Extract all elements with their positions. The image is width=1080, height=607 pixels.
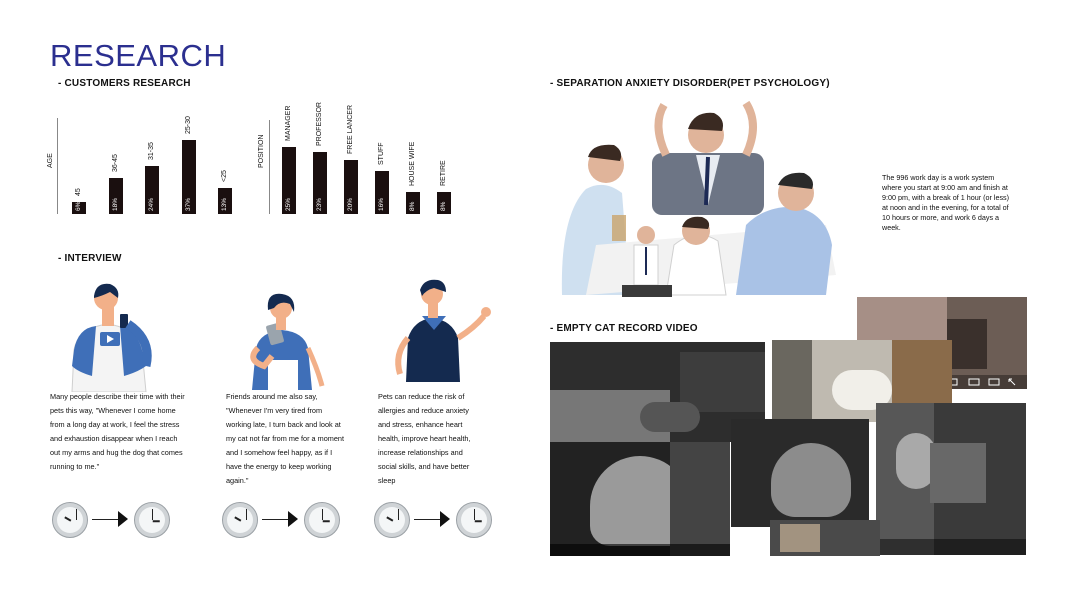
stressed-workers-photo — [556, 95, 840, 315]
customers-research-heading: - CUSTOMERS RESEARCH — [58, 78, 191, 89]
arrow-line — [262, 519, 288, 520]
man-phone-illustration — [62, 280, 154, 392]
interview-quote-1: Many people describe their time with their pets this way, "Whenever I come home from a long day at work, I feel the stress and exhaustion disappear when I reach out my arms and hug the dog that comes running to me." — [50, 392, 185, 471]
bar-category-label: HOUSE WIFE — [409, 142, 416, 187]
bar-category-label: 45 — [75, 188, 82, 196]
clock-icon — [304, 502, 340, 538]
bar-value-label: 37% — [184, 197, 192, 211]
page-title: RESEARCH — [50, 38, 227, 73]
bar-value-label: 8% — [409, 201, 416, 211]
bar-value-label: 8% — [440, 201, 447, 211]
interview-quote-3: Pets can reduce the risk of allergies and reduce anxiety and stress, enhance heart health, improve heart health, increase relationships and social skills, and have better sleep — [378, 392, 471, 485]
age-axis-line — [57, 118, 58, 214]
clock-icon — [374, 502, 410, 538]
bar-value-label: 18% — [111, 197, 119, 211]
clock-icon — [52, 502, 88, 538]
separation-anxiety-heading: - SEPARATION ANXIETY DISORDER(PET PSYCHOLOGY) — [550, 78, 830, 89]
arrow-right-icon — [440, 511, 450, 527]
bar-category-label: 31-35 — [148, 142, 155, 160]
cat-video-screenshot-center — [731, 419, 869, 527]
clock-icon — [134, 502, 170, 538]
position-chart — [255, 100, 465, 220]
bar-category-label: MANAGER — [285, 105, 292, 141]
bar-category-label: STUFF — [378, 142, 385, 165]
bar-category-label: RETIRE — [440, 160, 447, 187]
arrow-line — [92, 519, 118, 520]
bar-value-label: 24% — [148, 197, 155, 211]
position-axis-label: POSITION — [258, 134, 265, 168]
work-996-description: The 996 work day is a work system where you start at 9:00 am and finish at 9:00 pm, with a break of 1 hour (or less) at noon and in the evening, for a total of 10 hours or more, and work 6 days a week. — [882, 173, 1010, 232]
cat-video-screenshot-right — [876, 403, 1026, 555]
interview-heading: - INTERVIEW — [58, 253, 122, 264]
age-chart — [44, 110, 244, 220]
position-axis-line — [269, 120, 270, 214]
man-waving-illustration — [388, 278, 496, 382]
bar-category-label: FREE LANCER — [347, 104, 354, 154]
interview-quote-2: Friends around me also say, "Whenever I'm very tired from working late, I turn back and look at my cat not far from me for a moment and I somehow feel happy, as if I have the energy to keep working again." — [226, 392, 345, 485]
bar-category-label: PROFESSOR — [316, 101, 323, 146]
bar-category-label: 25-30 — [184, 116, 192, 134]
age-axis-label: AGE — [47, 153, 54, 168]
bar-value-label: 23% — [316, 197, 323, 211]
arrow-right-icon — [288, 511, 298, 527]
bar-category-label: 36-45 — [111, 154, 119, 172]
cat-video-heading: - EMPTY CAT RECORD VIDEO — [550, 323, 698, 334]
bar-value-label: 13% — [221, 197, 228, 211]
bar-value-label: 25% — [285, 197, 292, 211]
bar-value-label: 20% — [347, 197, 354, 211]
bar-value-label: 6% — [75, 201, 82, 211]
cat-video-screenshot-bottom-strip — [770, 520, 880, 556]
bar-value-label: 16% — [378, 197, 385, 211]
arrow-right-icon — [118, 511, 128, 527]
arrow-line — [414, 519, 440, 520]
woman-tablet-illustration — [238, 290, 328, 390]
cat-video-screenshot-phone — [550, 442, 730, 556]
bar-category-label: <25 — [221, 170, 228, 182]
clock-icon — [222, 502, 258, 538]
clock-icon — [456, 502, 492, 538]
video-controls-icon — [947, 377, 1021, 387]
